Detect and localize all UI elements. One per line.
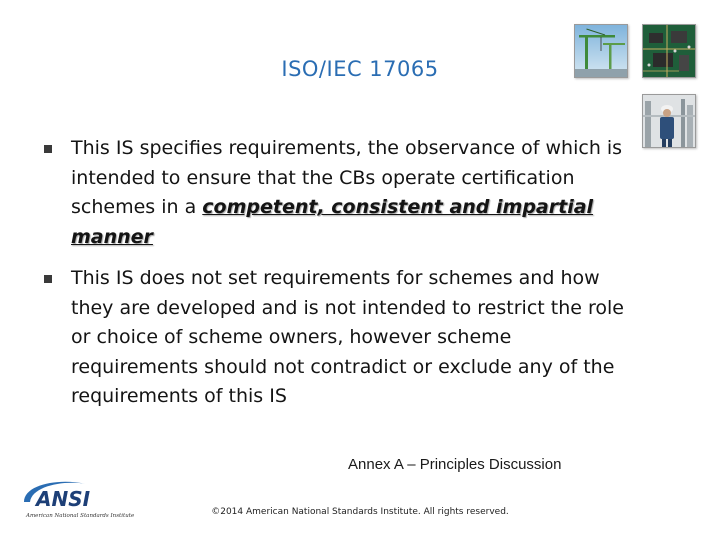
bullet-text: This IS specifies requirements, the observance of which is intended to ensure that the CBs operate certification schemes in a [71,137,623,218]
bullet-emphasis: competent, consistent and impartial manner [71,196,594,248]
copyright-notice: ©2014 American National Standards Institute. All rights reserved. [211,507,509,517]
logo-tagline: American National Standards Institute [26,513,135,519]
slide-title: ISO/IEC 17065 [281,57,439,81]
logo-wordmark: ANSI [36,487,91,511]
industrial-worker-photo [642,94,696,148]
bullet-text: This IS does not set requirements for schemes and how they are developed and is not intended to restrict the role or choice of scheme owners, however scheme requirements should not contradict or exclude any of the requirements of this IS [71,267,624,407]
annex-caption: Annex A – Principles Discussion [348,456,562,473]
square-bullet-icon [44,275,52,283]
square-bullet-icon [44,145,52,153]
circuit-board-photo [642,24,696,78]
bullet-list [44,134,634,424]
construction-cranes-photo [574,24,628,78]
bullet-item-schemes [44,264,634,412]
bullet-item-scope [44,134,634,252]
